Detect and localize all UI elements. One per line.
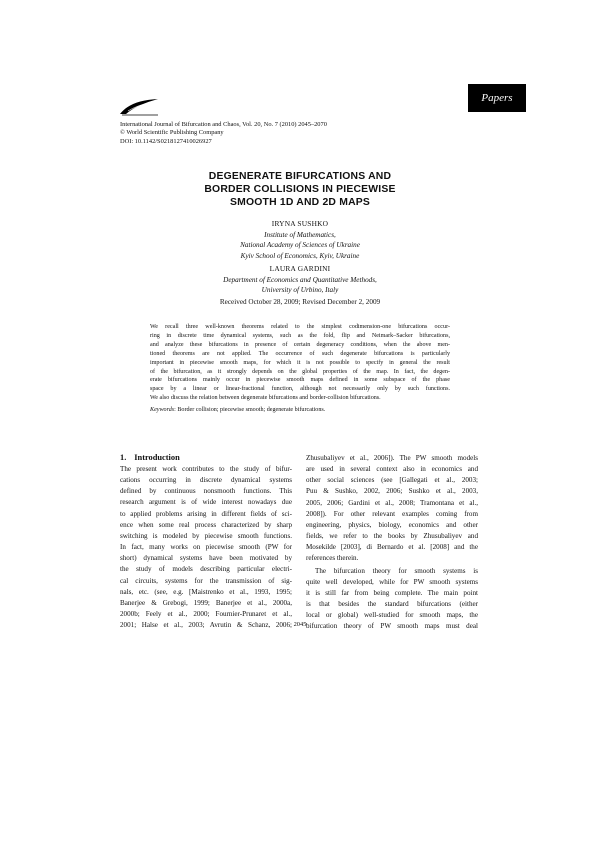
- body-line: to applied problems arising in different fields of sci-: [120, 509, 292, 518]
- section-heading: [120, 453, 180, 462]
- body-line: 2008]). For other relevant examples coming from: [306, 509, 478, 518]
- abstract-line: and analyze these bifurcations in presence of certain degeneracy conditions, when the above men-: [150, 341, 450, 348]
- body-line: references therein.: [306, 554, 359, 563]
- body-line: the study of models describing particular electri-: [120, 565, 292, 574]
- left-column: [120, 464, 292, 631]
- papers-tab-label: Papers: [481, 92, 513, 104]
- author-name: LAURA GARDINI: [269, 264, 331, 273]
- title-line: DEGENERATE BIFURCATIONS AND: [208, 171, 392, 182]
- body-line: 2000b; Feely et al., 2000; Fournier-Prunaret et al.,: [120, 610, 292, 619]
- body-line: bifurcation theory of PW smooth maps must deal: [306, 622, 478, 631]
- body-line: ence when some real process characterized by sharp: [120, 520, 292, 529]
- body-line: The bifurcation theory for smooth systems is: [315, 566, 478, 575]
- author-affiliation: National Academy of Sciences of Ukraine: [240, 241, 360, 249]
- keywords-text: : Border collision; piecewise smooth; degenerate bifurcations.: [174, 407, 326, 413]
- abstract-line: We also discuss the relation between degenerate bifurcations and border-collision bifurcations.: [150, 395, 381, 402]
- body-line: defined by continuous nonsmooth functions. This: [120, 487, 292, 496]
- body-line: switching is modeled by piecewise smooth functions.: [120, 531, 292, 540]
- body-line: 2005, 2006; Gardini et al., 2008; Tramontana et al.,: [306, 498, 478, 507]
- abstract-line: We recall three well-known theorems related to the simplest codimension-one bifurcations occur-: [150, 324, 450, 330]
- journal-info: [120, 121, 327, 146]
- body-line: In fact, many works on piecewise smooth (PW for: [120, 543, 292, 552]
- author-affiliation: Institute of Mathematics,: [264, 230, 336, 239]
- paper-title: [120, 170, 480, 209]
- body-line: Puu & Sushko, 2002, 2006; Sushko et al., 2003,: [306, 487, 478, 496]
- body-line: cal circuits, systems for the transmission of sig-: [120, 576, 292, 585]
- abstract-line: space by a linear or linear-fractional function, although not necessarily only by such functions.: [150, 386, 450, 393]
- abstract-line: erate bifurcations mainly occur in piecewise smooth maps defined in some subspace of the phase: [150, 377, 450, 384]
- author-affiliation: Department of Economics and Quantitative Methods,: [223, 275, 377, 284]
- papers-tab: [468, 84, 526, 112]
- body-line: other social sciences (see [Gallegati et al., 2003;: [306, 476, 478, 485]
- body-line: Zhusubaliyev et al., 2006]). The PW smooth models: [306, 454, 478, 462]
- section-title: Introduction: [134, 453, 180, 462]
- body-line: it is still far from being complete. The main point: [306, 588, 478, 597]
- body-line: are used in several context also in economics and: [306, 465, 478, 474]
- abstract-line: tioned theorems are not applied. The occurrence of such degenerate bifurcations is particularly: [150, 350, 450, 357]
- body-line: quite well developed, while for PW smooth systems: [306, 577, 478, 586]
- keywords: [150, 407, 450, 413]
- body-line: short) dynamical systems have been motivated by: [120, 554, 292, 563]
- author-affiliation: Kyiv School of Economics, Kyiv, Ukraine: [240, 251, 360, 260]
- abstract-line: ring in discrete time dynamical systems, such as the fold, flip and Neimark–Sacker bifurcations,: [150, 332, 450, 339]
- body-line: fields, we refer to the books by Zhusubaliyev and: [306, 532, 478, 541]
- right-column: [306, 453, 478, 633]
- author-name: IRYNA SUSHKO: [271, 219, 329, 228]
- abstract-line: of the bifurcation, as it strongly depends on the global properties of the map. In fact, the degen-: [150, 368, 450, 375]
- body-line: nals, etc. (see, e.g. [Maistrenko et al., 1993, 1995;: [120, 587, 292, 596]
- journal-doi: DOI: 10.1142/S0218127410026927: [120, 137, 212, 145]
- body-line: The present work contributes to the study of bifur-: [120, 465, 292, 473]
- keywords-label: Keywords: [150, 407, 175, 413]
- body-line: cations occurring in discrete dynamical systems: [120, 476, 292, 485]
- authors-block: [120, 219, 480, 296]
- journal-copyright: © World Scientific Publishing Company: [120, 129, 224, 137]
- section-number: 1.: [120, 453, 127, 462]
- body-line: local or global) well-studied for smooth maps, the: [306, 611, 478, 620]
- body-line: Banerjee & Grebogi, 1999; Banerjee et al., 2000a,: [120, 598, 292, 607]
- paragraph: [306, 453, 478, 565]
- body-line: 2001; Halse et al., 2003; Avrutin & Schanz, 2006;: [120, 621, 292, 630]
- page-number: 2045: [293, 621, 307, 628]
- title-line: BORDER COLLISIONS IN PIECEWISE: [204, 184, 396, 195]
- title-line: SMOOTH 1D AND 2D MAPS: [229, 197, 371, 208]
- body-line: research argument is of wide interest nowadays due: [120, 498, 292, 507]
- body-line: engineering, physics, biology, economics and other: [306, 520, 478, 529]
- abstract-line: important in piecewise smooth maps, for which it is not possible to specify in general the result: [150, 359, 450, 366]
- body-line: Mosekilde [2003], di Bernardo et al. [2008] and the: [306, 543, 478, 552]
- received-dates: Received October 28, 2009; Revised December 2, 2009: [219, 298, 381, 306]
- author-affiliation: University of Urbino, Italy: [261, 286, 339, 294]
- body-line: is that besides the standard bifurcations (either: [306, 600, 478, 609]
- abstract: [150, 323, 450, 403]
- publisher-logo-icon: [118, 96, 160, 116]
- journal-citation: International Journal of Bifurcation and Chaos, Vol. 20, No. 7 (2010) 2045–2070: [120, 121, 327, 128]
